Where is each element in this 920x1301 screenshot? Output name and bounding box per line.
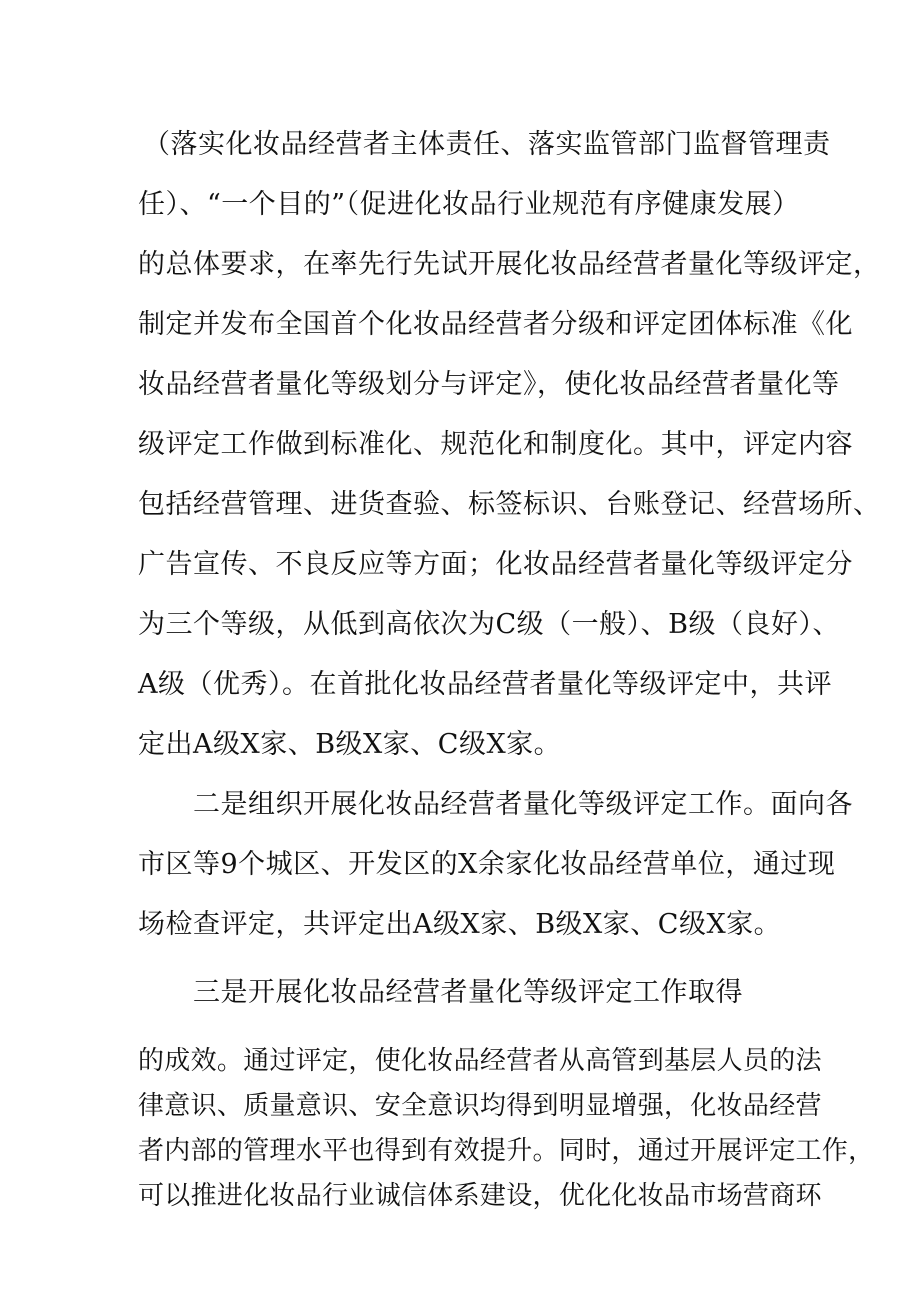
text-line-11: 定出A级X家、B级X家、C级X家。 [138,729,562,760]
text-line-14: 场检查评定，共评定出A级X家、B级X家、C级X家。 [138,909,782,940]
text-line-1: （落实化妆品经营者主体责任、落实监管部门监督管理责 [143,129,831,160]
text-line-8: 广告宣传、不良反应等方面；化妆品经营者量化等级评定分 [138,549,853,580]
text-line-16: 的成效。通过评定，使化妆品经营者从高管到基层人员的法 [138,1046,822,1076]
text-line-5: 妆品经营者量化等级划分与评定》，使化妆品经营者量化等 [138,369,840,400]
text-line-19: 可以推进化妆品行业诚信体系建设，优化化妆品市场营商环 [138,1181,822,1211]
text-line-9: 为三个等级，从低到高依次为C级（一般）、B级（良好）、 [138,609,840,640]
text-line-10: A级（优秀）。在首批化妆品经营者量化等级评定中，共评 [138,669,832,700]
text-line-15: 三是开展化妆品经营者量化等级评定工作取得 [193,977,743,1008]
text-line-13: 市区等9个城区、开发区的X余家化妆品经营单位，通过现 [138,849,836,880]
text-line-2: 任）、“一个目的”（促进化妆品行业规范有序健康发展） [138,189,800,220]
text-line-6: 级评定工作做到标准化、规范化和制度化。其中，评定内容 [138,429,853,460]
text-line-4: 制定并发布全国首个化妆品经营者分级和评定团体标准《化 [138,309,853,340]
text-line-3: 的总体要求，在率先行先试开展化妆品经营者量化等级评定， [138,249,881,280]
text-line-7: 包括经营管理、进货查验、标签标识、台账登记、经营场所、 [138,489,881,520]
text-line-17: 律意识、质量意识、安全意识均得到明显增强，化妆品经营 [138,1091,822,1121]
text-line-12: 二是组织开展化妆品经营者量化等级评定工作。面向各 [193,789,853,820]
text-line-18: 者内部的管理水平也得到有效提升。同时，通过开展评定工作， [138,1136,875,1166]
